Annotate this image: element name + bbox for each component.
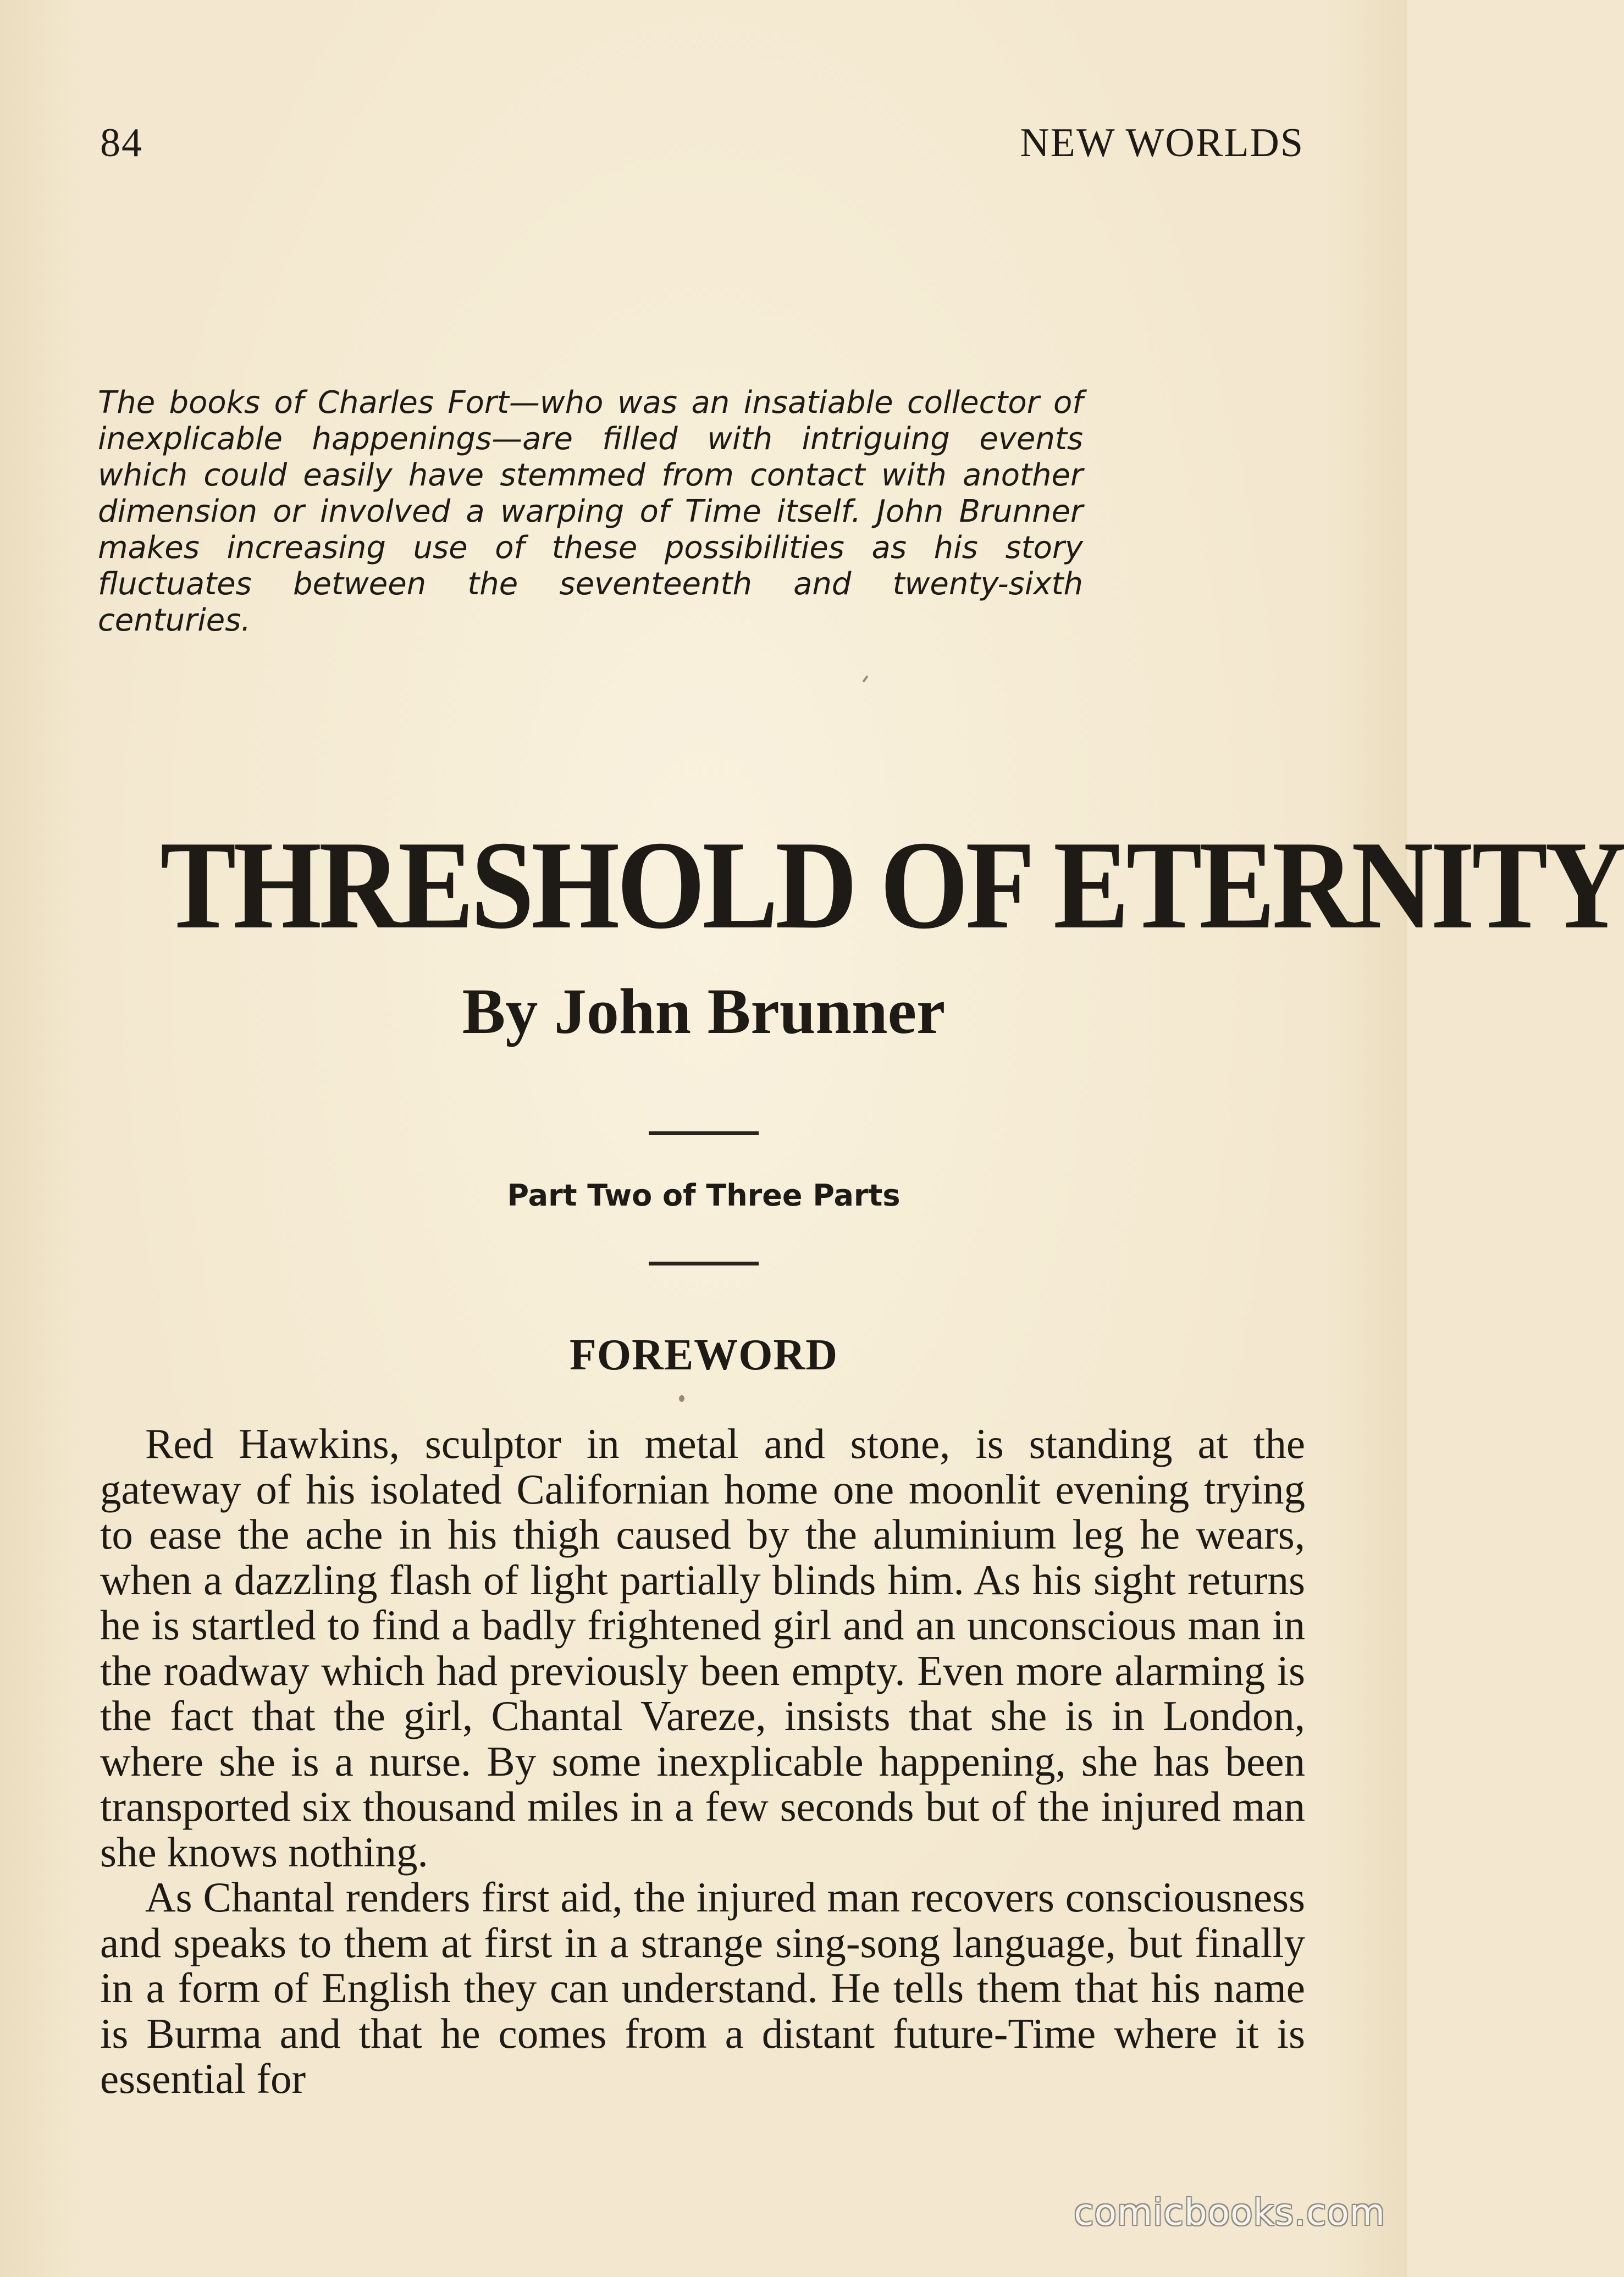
watermark: comicbooks.com	[1074, 2191, 1385, 2234]
running-header	[100, 118, 1304, 168]
foreword-paragraph: As Chantal renders first aid, the injured man recovers consciousness and speaks to them at first in a strange sing-song language, but finally in a form of English they can understand. He tells them that his name is Burma and that he comes from a distant future-Time where it is essential for	[100, 1873, 1305, 2102]
story-byline: By John Brunner	[462, 975, 946, 1047]
divider-rule-top	[649, 1131, 759, 1135]
divider-rule-bottom	[649, 1262, 759, 1265]
page-number: 84	[100, 120, 143, 165]
foreword-body	[100, 1421, 1305, 2102]
story-title: THRESHOLD OF ETERNITY	[160, 815, 1624, 955]
foreword-paragraph: Red Hawkins, sculptor in metal and stone, is standing at the gateway of his isolated Californian home one moonlit evening trying to ease the ache in his thigh caused by the aluminium leg he wears, when a dazzling flash of light partially blinds him. As his sight returns he is startled to find a badly frightened girl and an unconscious man in the roadway which had previously been empty. Even more alarming is the fact that the girl, Chantal Vareze, insists that she is in London, where she is a nurse. By some inexplicable happening, she has been transported six thousand miles in a few seconds but of the injured man she knows nothing.	[100, 1420, 1305, 1876]
magazine-name: NEW WORLDS	[1020, 120, 1304, 165]
part-label: Part Two of Three Parts	[507, 1178, 901, 1213]
ink-speck	[862, 675, 868, 683]
foreword-heading: FOREWORD	[570, 1331, 838, 1379]
intro-blurb: The books of Charles Fort—who was an insatiable collector of inexplicable happenings—are filled with intriguing events which could easily have stemmed from contact with another dimension or involved a warping of Time itself. John Brunner makes increasing use of these possibilities as his story fluctuates between the seventeenth and twenty-sixth centuries.	[98, 385, 1083, 638]
ink-speck	[679, 1395, 684, 1402]
